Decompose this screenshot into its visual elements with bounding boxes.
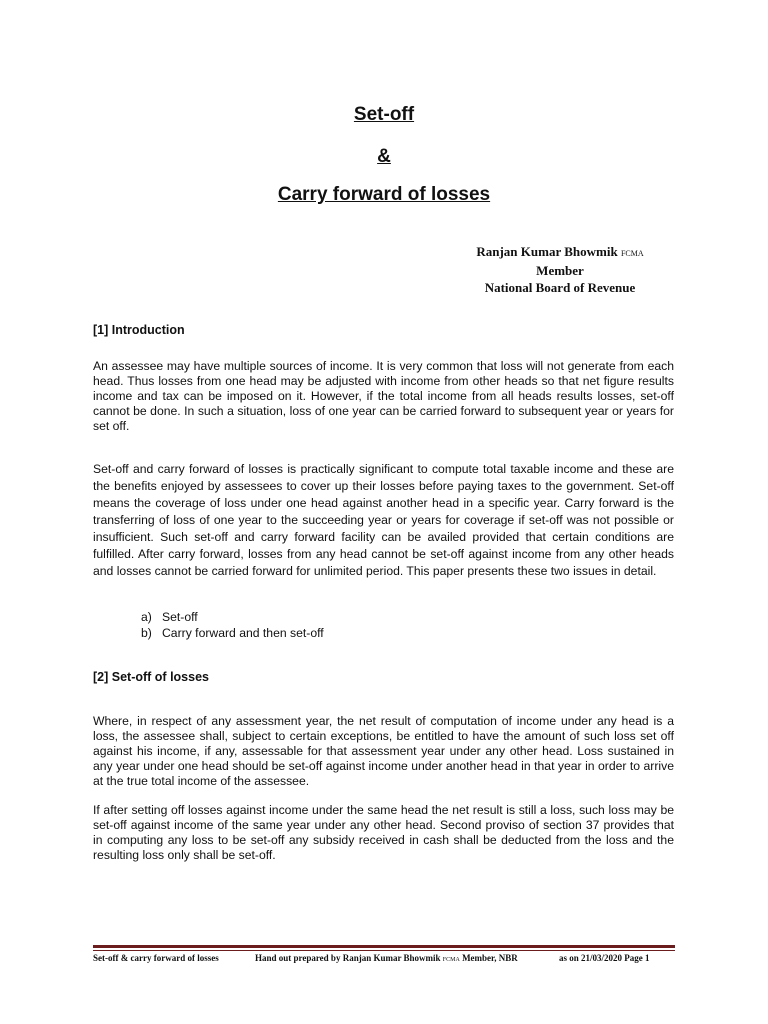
list-item — [141, 609, 324, 625]
list-marker: a) — [141, 610, 152, 624]
footer-rule-thick — [93, 945, 675, 948]
footer-middle-a: Hand out prepared by Ranjan Kumar Bhowmik — [255, 953, 441, 963]
list-text: Set-off — [162, 610, 198, 624]
author-name-line — [430, 243, 690, 262]
author-name: Ranjan Kumar Bhowmik — [476, 244, 618, 259]
title-carry-forward: Carry forward of losses — [277, 184, 491, 205]
list-item — [141, 625, 324, 641]
footer-left-text: Set-off & carry forward of losses — [93, 953, 219, 963]
footer-right-text: as on 21/03/2020 Page 1 — [559, 953, 650, 963]
list-marker: b) — [141, 626, 152, 640]
footer-rule-thin — [93, 950, 675, 951]
section-heading-set-off: [2] Set-off of losses — [93, 670, 209, 684]
author-org: National Board of Revenue — [484, 280, 636, 295]
title-set-off: Set-off — [353, 104, 415, 125]
setoff-paragraph-1: Where, in respect of any assessment year, the net result of computation of income under any head is a loss, the assessee shall, subject to certain exceptions, be entitled to have the amount of such loss set off against his income, if any, assessable for that assessment year under any other head. Loss sustained in any year under one head should be set-off against income under another head in that year in order to arrive at the true total income of the assessee. — [93, 714, 674, 788]
author-role: Member — [536, 263, 584, 278]
intro-list — [141, 609, 324, 641]
author-block — [430, 243, 690, 296]
intro-paragraph-2: Set-off and carry forward of losses is practically significant to compute total taxable income and these are the benefits enjoyed by assessees to cover up their losses before paying taxes to the government. Set-off means the coverage of loss under one head against another head in a specific year. Carry forward is the transferring of loss of one year to the succeeding year or years for coverage if set-off was not possible or insufficient. Such set-off and carry forward facility can be availed provided that certain conditions are fulfilled. After carry forward, losses from any head cannot be set-off against income from any other heads and losses cannot be carried forward for unlimited period. This paper presents these two issues in detail. — [93, 462, 674, 578]
author-credential: FCMA — [620, 249, 644, 258]
footer-middle-credential: FCMA — [442, 957, 460, 963]
footer-middle — [255, 953, 518, 963]
intro-paragraph-1: An assessee may have multiple sources of income. It is very common that loss will not generate from each head. Thus losses from one head may be adjusted with income from other heads so that net figure results income and tax can be imposed on it. However, if the total income from all heads results losses, set-off cannot be done. In such a situation, loss of one year can be carried forward to subsequent year or years for set off. — [93, 359, 674, 433]
list-text: Carry forward and then set-off — [162, 626, 324, 640]
setoff-paragraph-2: If after setting off losses against income under the same head the net result is still a loss, such loss may be set-off against income of the same year under any other head. Second proviso of section 37 provides that in computing any loss to be set-off any subsidy received in cash shall be deducted from the loss and the resulting loss only shall be set-off. — [93, 803, 674, 862]
title-ampersand: & — [377, 146, 391, 167]
footer-middle-b: Member, NBR — [462, 953, 518, 963]
section-heading-introduction: [1] Introduction — [93, 323, 185, 337]
